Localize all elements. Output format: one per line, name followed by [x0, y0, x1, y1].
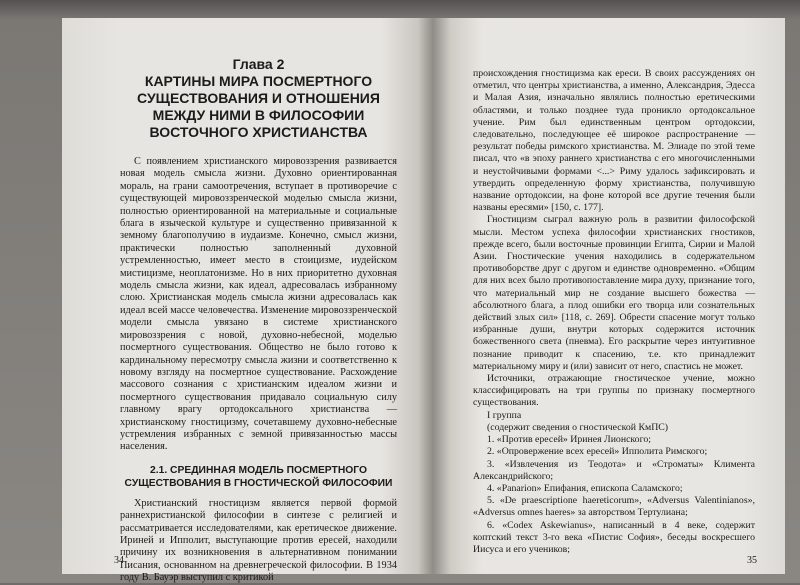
- page-number-left: 34: [114, 555, 124, 566]
- chapter-label: Глава 2: [232, 56, 285, 72]
- paragraph-gnosticism: Гностицизм сыграл важную роль в развитии философской мысли. Местом успеха философии христианских гностиков, прежде всего, были восточные провинции Египта, Сирии и Малой Азии. Гностические учения находились в содержательном противоборстве друг с другом и единстве одновременно. «Общим для них всех было противопоставление мира духу, признание того, что материальный мир не создание высшего божества — абсолютного блага, а плод ошибки его творца или сознательных действий злых сил» [118, с. 269]. Обрести спасение могут только избранные души, внутри которых содержится источник божественного света (пневма). Его раскрытие через интуитивное познание приводит к спасению, т.е. кто принадлежит материальному миру и (или) зависит от него, спастись не может.: [473, 214, 755, 372]
- list-item: 1. «Против ересей» Иринея Лионского;: [487, 434, 651, 446]
- intro-paragraph: С появлением христианского мировоззрения развивается новая модель смысла жизни. Духовно ориентированная мораль, на грани самоотречения, вступает в противоречие с существующей мировоззренческой моделью смысла жизни, полностью ориентированной на материальные и социальные блага в языческой культуре и существенно привязанной к земному благополучию в иудаизме. Конечно, смысл жизни, практически полностью заполненный духовной устремленностью, имеет место в стоицизме, иудейском мистицизме, неоплатонизме. Но в них приоритетно духовная модель смысла жизни, как идеал, адресовалась избранному слою. Христианская модель смысла жизни адресовалась как идеал всей массе человечества. Изменение мировоззренческой модели смысла увязано в системе христианского мировоззрения с новой, духовно-небесной, моделью посмертного существования. Общество не было готово к кардинальному пересмотру смысла жизни и соответственно к новому взгляду на посмертное существование. Расхождение массового сознания с христианским идеалом жизни и посмертного существования придавало социальную силу главному врагу ортодоксального христианства — христианскому гностицизму, сочетавшему духовно-небесные устремления избранных с земной привязанностью массы населения.: [120, 156, 397, 453]
- section-paragraph: Христианский гностицизм является первой формой раннехристианской философии в синтезе с религией и рассматривается исследователями, как еретическое движение. Ириней и Ипполит, выступающие против ересей, находили причину их возникновения в альтернативном понимании Писания, основанном на древнегреческой философии. В 1934 году В. Бауэр выступил с критикой: [120, 497, 397, 584]
- list-item: 5. «De praescriptione haereticorum», «Adversus Valentinianos», «Adversus omnes haeres» за авторством Тертулиана;: [473, 495, 755, 519]
- sources-list: [473, 434, 755, 556]
- paragraph-sources: Источники, отражающие гностическое учение, можно классифицировать на три группы по признаку посмертного существования.: [473, 373, 755, 409]
- group-note: (содержит сведения о гностической КмПС): [487, 421, 669, 433]
- section-title: 2.1. СРЕДИННАЯ МОДЕЛЬ ПОСМЕРТНОГО СУЩЕСТВОВАНИЯ В ГНОСТИЧЕСКОЙ ФИЛОСОФИИ: [124, 464, 393, 489]
- right-page: [433, 18, 785, 574]
- chapter-title: КАРТИНЫ МИРА ПОСМЕРТНОГО СУЩЕСТВОВАНИЯ И ОТНОШЕНИЯ МЕЖДУ НИМИ В ФИЛОСОФИИ ВОСТОЧНОГО ХРИСТИАНСТВА: [137, 73, 380, 140]
- list-item: 3. «Извлечения из Теодота» и «Строматы» Климента Александрийского;: [473, 458, 755, 482]
- page-number-right: 35: [747, 555, 757, 566]
- list-item: 4. «Panarion» Епифания, епископа Саламского;: [487, 482, 683, 494]
- group-label: I группа: [487, 409, 522, 421]
- paragraph-continued: происхождения гностицизма как ереси. В своих рассуждениях он отметил, что центры христианства, а именно, Александрия, Эдесса и Малая Азия, изначально являлись полностью еретическими областями, и только позднее туда проникло ортодоксальное учение. Рим был единственным центром ортодоксии, следовательно, последующее её широкое распространение — результат победы римского христианства. М. Элиаде по этой теме писал, что «в эпоху раннего христианства с его многочисленными и неустойчивыми формами <...> Риму удалось зафиксировать и утвердить определенную форму христианства, получившую название ортодоксии, на фоне которой все другие течения были названы ересями» [150, с. 177].: [473, 68, 755, 214]
- list-item: 6. «Codex Askewianus», написанный в 4 веке, содержит коптский текст 3-го века «Пистис София», беседы воскресшего Иисуса и его учеников;: [473, 519, 755, 555]
- list-item: 2. «Опровержение всех ересей» Ипполита Римского;: [487, 446, 708, 458]
- left-page: [62, 18, 433, 584]
